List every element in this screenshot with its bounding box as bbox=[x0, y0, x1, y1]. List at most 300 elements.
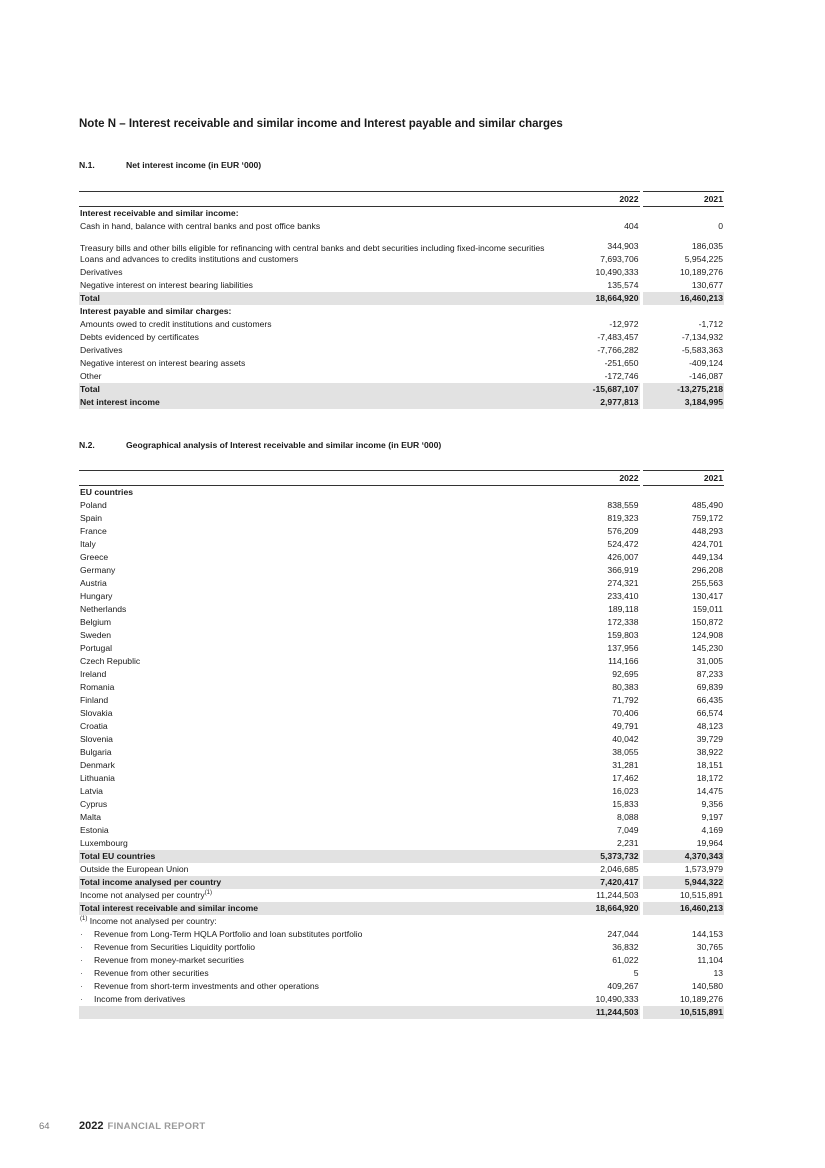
row-label bbox=[79, 967, 558, 980]
row-label-text: Negative interest on interest bearing liabilities bbox=[80, 280, 253, 290]
table-row bbox=[79, 681, 724, 694]
value-2022: 2,231 bbox=[558, 837, 641, 850]
footnote-marker: (1) bbox=[80, 916, 88, 923]
value-2022: 31,281 bbox=[558, 759, 641, 772]
value-2022: 11,244,503 bbox=[558, 1006, 641, 1019]
value-2022: 838,559 bbox=[558, 499, 641, 512]
row-label-text: Revenue from other securities bbox=[94, 968, 209, 978]
row-label-text: Estonia bbox=[80, 825, 109, 835]
row-label-text: Hungary bbox=[80, 591, 113, 601]
table-row bbox=[79, 266, 724, 279]
row-label-text: Interest receivable and similar income: bbox=[80, 208, 239, 218]
value-2021: 0 bbox=[718, 221, 723, 231]
value-2022: 2,046,685 bbox=[558, 863, 641, 876]
row-label-text: Amounts owed to credit institutions and customers bbox=[80, 319, 272, 329]
row-label bbox=[79, 720, 558, 733]
row-label-text: France bbox=[80, 526, 107, 536]
row-label bbox=[79, 798, 558, 811]
value-2022: 11,244,503 bbox=[558, 889, 641, 902]
table-row bbox=[79, 512, 724, 525]
table-row bbox=[79, 318, 724, 331]
value-2022 bbox=[558, 305, 641, 318]
row-label-text: Derivatives bbox=[80, 267, 123, 277]
row-label bbox=[79, 616, 558, 629]
row-label-text: Croatia bbox=[80, 721, 108, 731]
value-2021: -146,087 bbox=[689, 371, 723, 381]
table-row bbox=[79, 564, 724, 577]
row-label bbox=[79, 266, 558, 279]
table-row bbox=[79, 642, 724, 655]
value-2021: 18,172 bbox=[696, 773, 723, 783]
table-row bbox=[79, 577, 724, 590]
row-label bbox=[79, 993, 558, 1006]
value-2022: 409,267 bbox=[558, 980, 641, 993]
row-label-text: Ireland bbox=[80, 669, 107, 679]
table-row bbox=[79, 551, 724, 564]
row-label bbox=[79, 292, 558, 305]
bullet-icon: · bbox=[80, 955, 83, 965]
value-2022: -15,687,107 bbox=[558, 383, 641, 396]
row-label bbox=[79, 746, 558, 759]
row-label-text: Total income analysed per country bbox=[80, 877, 222, 887]
row-label bbox=[79, 681, 558, 694]
table-row bbox=[79, 233, 724, 253]
table-row bbox=[79, 720, 724, 733]
row-label-text: Luxembourg bbox=[80, 838, 128, 848]
row-label-text: Denmark bbox=[80, 760, 115, 770]
row-label-text: Interest payable and similar charges: bbox=[80, 306, 232, 316]
value-2022: 70,406 bbox=[558, 707, 641, 720]
value-2022: 576,209 bbox=[558, 525, 641, 538]
value-2021: 38,922 bbox=[696, 747, 723, 757]
row-label bbox=[79, 538, 558, 551]
table-row bbox=[79, 980, 724, 993]
value-2021: 9,356 bbox=[701, 799, 723, 809]
value-2022: 2,977,813 bbox=[558, 396, 641, 409]
value-2022: 16,023 bbox=[558, 785, 641, 798]
row-label bbox=[79, 694, 558, 707]
table-row bbox=[79, 525, 724, 538]
row-label-text: Income from derivatives bbox=[94, 994, 186, 1004]
value-2022: 61,022 bbox=[558, 954, 641, 967]
table-row bbox=[79, 928, 724, 941]
value-2021: 48,123 bbox=[696, 721, 723, 731]
bullet-icon: · bbox=[80, 968, 83, 978]
value-2021: 31,005 bbox=[696, 656, 723, 666]
row-label bbox=[79, 318, 558, 331]
table-row bbox=[79, 915, 724, 928]
table-header-row bbox=[79, 192, 724, 207]
value-2021: 449,134 bbox=[691, 552, 723, 562]
row-label bbox=[79, 980, 558, 993]
table-row bbox=[79, 759, 724, 772]
row-label bbox=[79, 954, 558, 967]
value-2021: 19,964 bbox=[696, 838, 723, 848]
value-2022: 247,044 bbox=[558, 928, 641, 941]
value-2022: 819,323 bbox=[558, 512, 641, 525]
row-label-text: Romania bbox=[80, 682, 115, 692]
value-2021: 255,563 bbox=[691, 578, 723, 588]
table-row bbox=[79, 253, 724, 266]
row-label-text: Finland bbox=[80, 695, 109, 705]
value-2022: 172,338 bbox=[558, 616, 641, 629]
table-row bbox=[79, 889, 724, 902]
value-2021: 1,573,979 bbox=[684, 864, 723, 874]
table-row bbox=[79, 305, 724, 318]
value-2022: 524,472 bbox=[558, 538, 641, 551]
value-2022: -12,972 bbox=[558, 318, 641, 331]
value-2021: 16,460,213 bbox=[641, 902, 724, 915]
row-label bbox=[79, 759, 558, 772]
value-2022: 189,118 bbox=[558, 603, 641, 616]
value-2022: 137,956 bbox=[558, 642, 641, 655]
row-label bbox=[79, 577, 558, 590]
row-label-text: Treasury bills and other bills eligible for refinancing with central banks and debt securities including fixed-income securities bbox=[80, 243, 545, 253]
row-label-text: Debts evidenced by certificates bbox=[80, 332, 199, 342]
header-blank bbox=[79, 471, 558, 486]
table-row bbox=[79, 746, 724, 759]
value-2022: 10,490,333 bbox=[558, 266, 641, 279]
row-label bbox=[79, 253, 558, 266]
table-row bbox=[79, 629, 724, 642]
geographical-analysis-table bbox=[79, 470, 724, 1019]
value-2021: 10,515,891 bbox=[679, 890, 723, 900]
row-label bbox=[79, 512, 558, 525]
footer-year: 2022 bbox=[79, 1120, 104, 1132]
value-2022: 5 bbox=[558, 967, 641, 980]
value-2021: 10,515,891 bbox=[641, 1006, 724, 1019]
table-row bbox=[79, 824, 724, 837]
value-2022: 80,383 bbox=[558, 681, 641, 694]
value-2021: 124,908 bbox=[691, 630, 723, 640]
section2-title: Geographical analysis of Interest receivable and similar income (in EUR ‘000) bbox=[126, 440, 442, 450]
page-number: 64 bbox=[39, 1120, 50, 1132]
value-2022 bbox=[558, 486, 641, 500]
section1-heading bbox=[79, 160, 261, 170]
value-2021: -13,275,218 bbox=[641, 383, 724, 396]
value-2021: 69,839 bbox=[696, 682, 723, 692]
table-row bbox=[79, 772, 724, 785]
value-2021 bbox=[641, 305, 724, 318]
table-row bbox=[79, 811, 724, 824]
value-2022: 7,420,417 bbox=[558, 876, 641, 889]
row-label bbox=[79, 707, 558, 720]
table-row bbox=[79, 850, 724, 863]
value-2021: 18,151 bbox=[696, 760, 723, 770]
table-row bbox=[79, 941, 724, 954]
value-2022: 92,695 bbox=[558, 668, 641, 681]
table-row bbox=[79, 603, 724, 616]
header-blank bbox=[79, 192, 558, 207]
value-2021: 150,872 bbox=[691, 617, 723, 627]
value-2021: 3,184,995 bbox=[641, 396, 724, 409]
value-2021: 5,944,322 bbox=[641, 876, 724, 889]
value-2021 bbox=[641, 915, 724, 928]
table-row bbox=[79, 954, 724, 967]
value-2022: -7,483,457 bbox=[558, 331, 641, 344]
table-row bbox=[79, 707, 724, 720]
table-row bbox=[79, 499, 724, 512]
row-label bbox=[79, 220, 558, 233]
net-interest-income-table bbox=[79, 191, 724, 409]
row-label bbox=[79, 655, 558, 668]
column-header-2021: 2021 bbox=[641, 192, 724, 207]
value-2022: 344,903 bbox=[558, 233, 641, 253]
value-2021: 14,475 bbox=[696, 786, 723, 796]
bullet-icon: · bbox=[80, 929, 83, 939]
value-2022: 233,410 bbox=[558, 590, 641, 603]
row-label bbox=[79, 772, 558, 785]
footer-report-title: FINANCIAL REPORT bbox=[107, 1120, 206, 1132]
value-2021: 66,435 bbox=[696, 695, 723, 705]
row-label-text: Revenue from money-market securities bbox=[94, 955, 244, 965]
table-row bbox=[79, 292, 724, 305]
row-label-text: Malta bbox=[80, 812, 102, 822]
row-label-text: Netherlands bbox=[80, 604, 127, 614]
row-label-text: Revenue from short-term investments and other operations bbox=[94, 981, 319, 991]
value-2022: 49,791 bbox=[558, 720, 641, 733]
row-label-text: Total EU countries bbox=[80, 851, 156, 861]
table-row bbox=[79, 396, 724, 409]
value-2022 bbox=[558, 915, 641, 928]
value-2021: 296,208 bbox=[691, 565, 723, 575]
value-2021: -7,134,932 bbox=[681, 332, 723, 342]
row-label bbox=[79, 928, 558, 941]
row-label bbox=[79, 889, 558, 902]
value-2021: 130,417 bbox=[691, 591, 723, 601]
value-2021 bbox=[641, 207, 724, 221]
table-row bbox=[79, 331, 724, 344]
row-label bbox=[79, 837, 558, 850]
row-label-text: Czech Republic bbox=[80, 656, 141, 666]
value-2022 bbox=[558, 207, 641, 221]
value-2021: 16,460,213 bbox=[641, 292, 724, 305]
table-row bbox=[79, 207, 724, 221]
row-label-text: Total interest receivable and similar income bbox=[80, 903, 258, 913]
value-2022: 17,462 bbox=[558, 772, 641, 785]
row-label bbox=[79, 850, 558, 863]
value-2021: -5,583,363 bbox=[681, 345, 723, 355]
value-2021: 448,293 bbox=[691, 526, 723, 536]
value-2022: -172,746 bbox=[558, 370, 641, 383]
row-label bbox=[79, 915, 558, 928]
row-label bbox=[79, 824, 558, 837]
row-label-text: Outside the European Union bbox=[80, 864, 189, 874]
value-2021: 30,765 bbox=[696, 942, 723, 952]
table-row bbox=[79, 220, 724, 233]
table-header-row bbox=[79, 471, 724, 486]
row-label-text: Other bbox=[80, 371, 102, 381]
value-2021: 10,189,276 bbox=[679, 267, 723, 277]
value-2022: 135,574 bbox=[558, 279, 641, 292]
table-row bbox=[79, 785, 724, 798]
row-label-text: Cyprus bbox=[80, 799, 108, 809]
column-header-2021: 2021 bbox=[641, 471, 724, 486]
value-2022: 274,321 bbox=[558, 577, 641, 590]
table-row bbox=[79, 370, 724, 383]
table-row bbox=[79, 590, 724, 603]
row-label bbox=[79, 305, 558, 318]
row-label bbox=[79, 603, 558, 616]
value-2021: 10,189,276 bbox=[679, 994, 723, 1004]
table-row bbox=[79, 967, 724, 980]
bullet-icon: · bbox=[80, 942, 83, 952]
table-row bbox=[79, 383, 724, 396]
value-2022: 18,664,920 bbox=[558, 292, 641, 305]
row-label-text: Cash in hand, balance with central banks and post office banks bbox=[80, 221, 321, 231]
value-2021: 186,035 bbox=[691, 241, 723, 251]
row-label-text: Germany bbox=[80, 565, 116, 575]
table-row bbox=[79, 357, 724, 370]
value-2021 bbox=[641, 486, 724, 500]
value-2022: 159,803 bbox=[558, 629, 641, 642]
row-label-text: Italy bbox=[80, 539, 96, 549]
value-2021: 5,954,225 bbox=[684, 254, 723, 264]
table-row bbox=[79, 733, 724, 746]
value-2021: 4,169 bbox=[701, 825, 723, 835]
row-label-text: Portugal bbox=[80, 643, 113, 653]
table-row bbox=[79, 1006, 724, 1019]
row-label-text: Net interest income bbox=[80, 397, 160, 407]
row-label-text: Negative interest on interest bearing assets bbox=[80, 358, 246, 368]
section2-number: N.2. bbox=[79, 440, 95, 450]
value-2022: 7,049 bbox=[558, 824, 641, 837]
row-label bbox=[79, 396, 558, 409]
value-2022: 114,166 bbox=[558, 655, 641, 668]
row-label bbox=[79, 383, 558, 396]
row-label-text: Belgium bbox=[80, 617, 112, 627]
value-2022: -7,766,282 bbox=[558, 344, 641, 357]
bullet-icon: · bbox=[80, 981, 83, 991]
note-title: Note N – Interest receivable and similar income and Interest payable and similar charges bbox=[79, 118, 563, 130]
table-row bbox=[79, 344, 724, 357]
value-2021: 159,011 bbox=[692, 604, 723, 614]
table-row bbox=[79, 279, 724, 292]
table-row bbox=[79, 616, 724, 629]
row-label bbox=[79, 370, 558, 383]
row-label-text: Lithuania bbox=[80, 773, 115, 783]
row-label bbox=[79, 279, 558, 292]
table-row bbox=[79, 863, 724, 876]
row-label-text: EU countries bbox=[80, 487, 134, 497]
row-label bbox=[79, 863, 558, 876]
value-2022: 8,088 bbox=[558, 811, 641, 824]
row-label bbox=[79, 344, 558, 357]
row-label bbox=[79, 668, 558, 681]
row-label bbox=[79, 590, 558, 603]
value-2022: 40,042 bbox=[558, 733, 641, 746]
row-label bbox=[79, 876, 558, 889]
row-label-text: Spain bbox=[80, 513, 102, 523]
value-2021: 4,370,343 bbox=[641, 850, 724, 863]
row-label bbox=[79, 902, 558, 915]
page-footer bbox=[39, 1120, 206, 1132]
value-2021: 87,233 bbox=[696, 669, 723, 679]
row-label-text: Loans and advances to credits institutions and customers bbox=[80, 254, 299, 264]
row-label bbox=[79, 1006, 558, 1019]
value-2022: 5,373,732 bbox=[558, 850, 641, 863]
value-2022: -251,650 bbox=[558, 357, 641, 370]
value-2022: 71,792 bbox=[558, 694, 641, 707]
table-row bbox=[79, 993, 724, 1006]
table-row bbox=[79, 668, 724, 681]
footnote-marker: (1) bbox=[204, 890, 213, 897]
value-2021: -409,124 bbox=[689, 358, 723, 368]
row-label-text: Slovenia bbox=[80, 734, 113, 744]
table-row bbox=[79, 538, 724, 551]
value-2021: 13 bbox=[713, 968, 723, 978]
table-row bbox=[79, 486, 724, 500]
row-label bbox=[79, 499, 558, 512]
row-label bbox=[79, 525, 558, 538]
section2-heading bbox=[79, 440, 441, 450]
row-label-text: Income not analysed per country: bbox=[87, 916, 217, 926]
value-2021: 11,104 bbox=[697, 955, 723, 965]
row-label bbox=[79, 486, 558, 500]
value-2021: 424,701 bbox=[691, 539, 723, 549]
value-2021: 130,677 bbox=[691, 280, 723, 290]
row-label-text: Austria bbox=[80, 578, 107, 588]
row-label-text: Total bbox=[80, 384, 100, 394]
value-2021: 145,230 bbox=[691, 643, 723, 653]
value-2022: 18,664,920 bbox=[558, 902, 641, 915]
row-label-text: Revenue from Securities Liquidity portfolio bbox=[94, 942, 255, 952]
row-label bbox=[79, 331, 558, 344]
value-2021: 485,490 bbox=[691, 500, 723, 510]
row-label bbox=[79, 564, 558, 577]
row-label bbox=[79, 629, 558, 642]
row-label-text: Bulgaria bbox=[80, 747, 112, 757]
bullet-icon: · bbox=[80, 994, 83, 1004]
table-row bbox=[79, 837, 724, 850]
table-row bbox=[79, 798, 724, 811]
value-2022: 404 bbox=[558, 220, 641, 233]
value-2022: 36,832 bbox=[558, 941, 641, 954]
value-2021: 39,729 bbox=[696, 734, 723, 744]
value-2021: -1,712 bbox=[698, 319, 723, 329]
row-label bbox=[79, 233, 558, 253]
row-label-text: Slovakia bbox=[80, 708, 113, 718]
section1-number: N.1. bbox=[79, 160, 95, 170]
column-header-2022: 2022 bbox=[558, 471, 641, 486]
table-row bbox=[79, 876, 724, 889]
value-2021: 759,172 bbox=[691, 513, 723, 523]
value-2022: 15,833 bbox=[558, 798, 641, 811]
value-2021: 9,197 bbox=[701, 812, 723, 822]
value-2021: 144,153 bbox=[691, 929, 723, 939]
row-label bbox=[79, 357, 558, 370]
row-label bbox=[79, 642, 558, 655]
table-row bbox=[79, 655, 724, 668]
row-label bbox=[79, 551, 558, 564]
row-label-text: Derivatives bbox=[80, 345, 123, 355]
value-2022: 366,919 bbox=[558, 564, 641, 577]
value-2022: 426,007 bbox=[558, 551, 641, 564]
value-2021: 66,574 bbox=[696, 708, 723, 718]
row-label-text: Income not analysed per country bbox=[80, 890, 205, 900]
row-label-text: Revenue from Long-Term HQLA Portfolio and loan substitutes portfolio bbox=[94, 929, 363, 939]
table-row bbox=[79, 902, 724, 915]
row-label-text: Greece bbox=[80, 552, 109, 562]
column-header-2022: 2022 bbox=[558, 192, 641, 207]
row-label-text: Poland bbox=[80, 500, 107, 510]
value-2021: 140,580 bbox=[691, 981, 723, 991]
row-label bbox=[79, 941, 558, 954]
value-2022: 38,055 bbox=[558, 746, 641, 759]
value-2022: 10,490,333 bbox=[558, 993, 641, 1006]
row-label-text: Latvia bbox=[80, 786, 103, 796]
row-label-text: Total bbox=[80, 293, 100, 303]
